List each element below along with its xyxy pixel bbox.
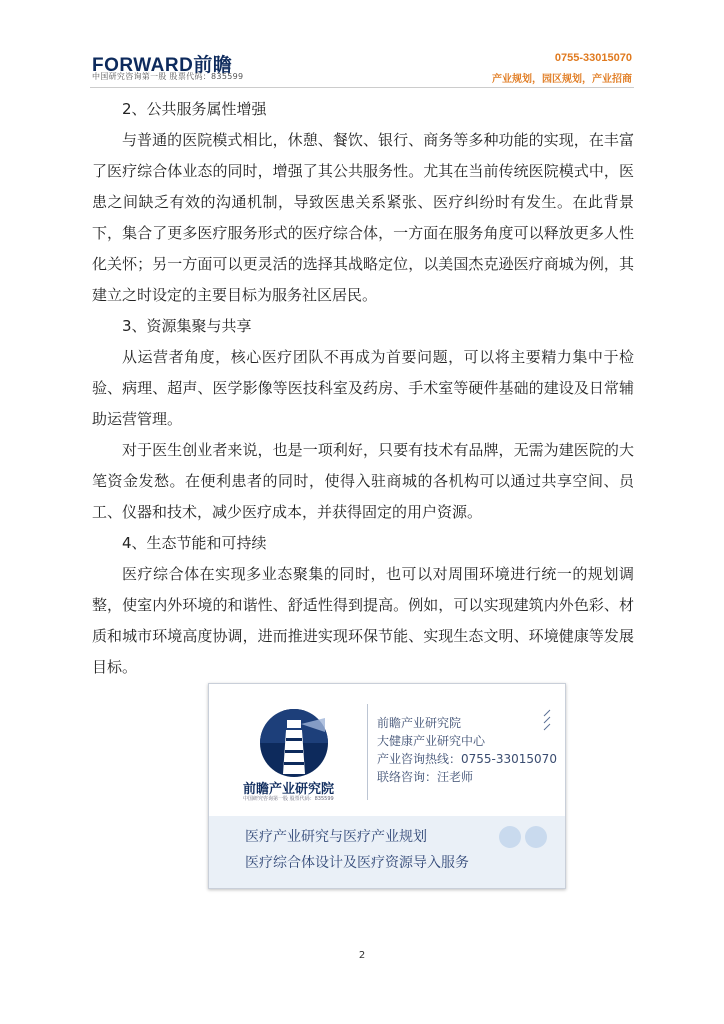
page-header <box>0 0 724 90</box>
service-line: 医疗产业研究与医疗产业规划 <box>245 829 427 845</box>
paragraph: 对于医生创业者来说，也是一项利好，只要有技术有品牌，无需为建医院的大笔资金发愁。在便利患者的同时，使得入驻商城的各机构可以通过共享空间、员工、仪器和技术，减少医疗成本，并获得固定的用户资源。 <box>92 441 634 521</box>
promo-card-top <box>209 684 565 812</box>
paragraph: 从运营者角度，核心医疗团队不再成为首要问题，可以将主要精力集中于检验、病理、超声、医学影像等医技科室及药房、手术室等硬件基础的建设及日常辅助运营管理。 <box>92 348 634 428</box>
card-info-line: 联络咨询：汪老师 <box>377 770 474 784</box>
card-info-line: 产业咨询热线：0755-33015070 <box>377 752 557 766</box>
card-info-line: 前瞻产业研究院 <box>377 716 462 730</box>
header-tagline: 产业规划，园区规划，产业招商 <box>492 74 632 85</box>
promo-card <box>208 683 566 889</box>
header-phone: 0755-33015070 <box>554 52 632 64</box>
document-body <box>92 94 634 683</box>
paragraph: 医疗综合体在实现多业态聚集的同时，也可以对周围环境进行统一的规划调整，使室内外环境的和谐性、舒适性得到提高。例如，可以实现建筑内外色彩、材质和城市环境高度协调，进而推进实现环保节能、实现生态文明、环境健康等发展目标。 <box>92 565 634 676</box>
decorative-slashes-icon <box>541 708 555 738</box>
card-logo-subtitle: 中国研究咨询第一股 股票代码：835599 <box>243 796 334 802</box>
decorative-circle-icon <box>499 826 521 848</box>
section-heading-2: 2、公共服务属性增强 <box>122 100 267 118</box>
header-divider <box>90 87 634 88</box>
logo-cn-text: 前瞻 <box>193 55 233 76</box>
decorative-circle-icon <box>525 826 547 848</box>
logo-latin-text: FORWARD <box>92 55 194 76</box>
card-contact-info <box>377 714 557 786</box>
logo-subtitle: 中国研究咨询第一股 股票代码：835599 <box>92 72 244 81</box>
service-line: 医疗综合体设计及医疗资源导入服务 <box>245 855 469 871</box>
card-info-line: 大健康产业研究中心 <box>377 734 486 748</box>
promo-card-services <box>209 816 565 888</box>
section-heading-3: 3、资源集聚与共享 <box>122 317 252 335</box>
paragraph: 与普通的医院模式相比，休憩、餐饮、银行、商务等多种功能的实现，在丰富了医疗综合体业态的同时，增强了其公共服务性。尤其在当前传统医院模式中，医患之间缺乏有效的沟通机制，导致医患关系紧张、医疗纠纷时有发生。在此背景下，集合了更多医疗服务形式的医疗综合体，一方面在服务角度可以释放更多人性化关怀；另一方面可以更灵活的选择其战略定位，以美国杰克逊医疗商城为例，其建立之时设定的主要目标为服务社区居民。 <box>92 131 634 304</box>
section-heading-4: 4、生态节能和可持续 <box>122 534 267 552</box>
page-number: 2 <box>358 950 366 961</box>
card-divider <box>367 704 368 800</box>
card-logo-text: 前瞻产业研究院 <box>243 782 335 797</box>
